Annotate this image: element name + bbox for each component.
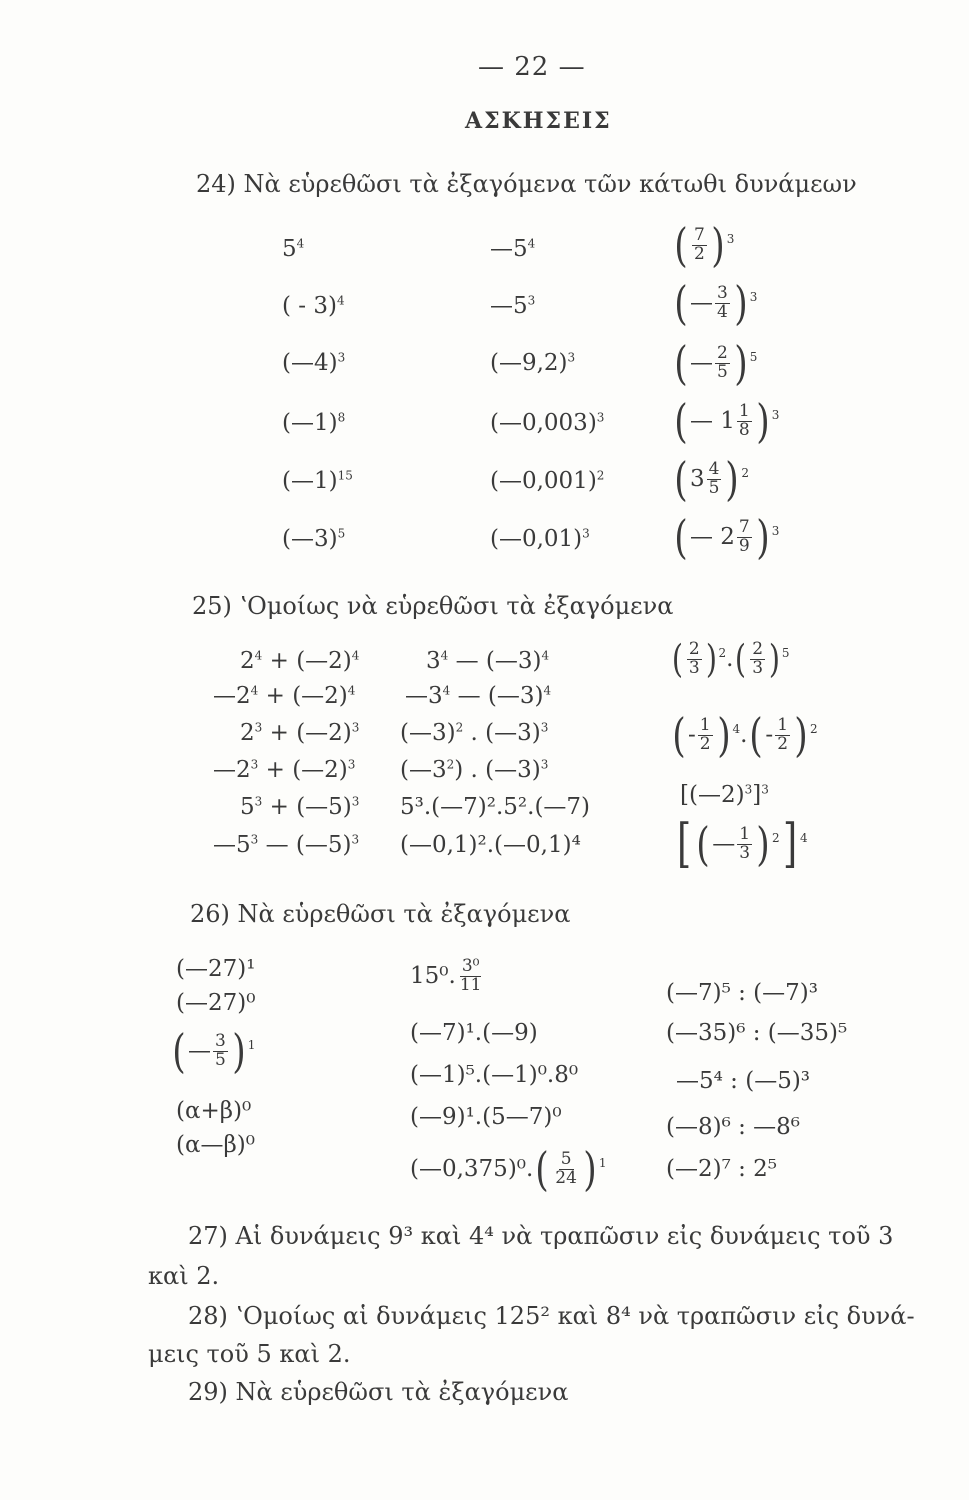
ex25-item: 5³.(—7)².5².(—7) — [400, 794, 591, 820]
ex26-item: (—7)¹.(—9) — [410, 1020, 538, 1046]
ex25-item: $3^4$ — (—3)$^4$ — [426, 648, 550, 674]
ex25-item: $—2^4$ + (—2)$^4$ — [213, 683, 356, 709]
ex26-item: (—0,375)⁰. ( 5 24 ) 1 — [410, 1142, 607, 1196]
ex24-item: $—5^4$ — [490, 236, 536, 262]
ex26-item: (—2)⁷ : 2⁵ — [666, 1156, 778, 1182]
ex24-fraction-power: ( 3 4 5 ) 2 — [674, 452, 750, 506]
ex24-fraction-power: ( — 3 4 ) 3 — [674, 276, 758, 330]
section-heading: ΑΣΚΗΣΕΙΣ — [465, 108, 612, 134]
ex24-item: (—0,003)$^3$ — [490, 410, 605, 436]
ex25-nested-power: [ ( — 1 3 ) 2 ] 4 — [677, 814, 808, 874]
ex26-item: (—9)¹.(5—7)⁰ — [410, 1104, 562, 1130]
ex24-fraction-power: ( — 1 1 8 ) 3 — [674, 394, 780, 448]
ex26-item: (—7)⁵ : (—7)³ — [666, 980, 818, 1006]
exercise-28-line1: 28) ʽΟμοίως αἱ δυνάμεις 125² καὶ 8⁴ νὰ τραπῶσιν εἰς δυνά- — [188, 1302, 915, 1330]
ex24-item: (—9,2)$^3$ — [490, 350, 576, 376]
ex26-item: (α+β)⁰ — [176, 1098, 252, 1124]
ex25-item: $—3^4$ — (—3)$^4$ — [405, 683, 552, 709]
page-number: — 22 — — [478, 52, 586, 82]
ex25-item: $2^3$ + (—2)$^3$ — [240, 720, 360, 746]
ex25-item: (—0,1)².(—0,1)⁴ — [400, 832, 581, 858]
ex24-item: (—4)$^3$ — [282, 350, 346, 376]
ex24-item: (—1)$^{15}$ — [282, 468, 353, 494]
ex25-item: $—5^3$ — (—5)$^3$ — [213, 832, 360, 858]
ex26-item: 15⁰. 3⁰ 11 — [410, 956, 482, 995]
ex24-item: (—0,001)$^2$ — [490, 468, 605, 494]
ex24-fraction-power: ( — 2 5 ) 5 — [674, 336, 758, 390]
ex25-fraction-product: ( - 1 2 ) 4 . ( - 1 2 ) 2 — [672, 708, 818, 762]
ex26-item: (—1)⁵.(—1)⁰.8⁰ — [410, 1062, 579, 1088]
exercise-26-prompt: 26) Νὰ εὑρεθῶσι τὰ ἐξαγόμενα — [190, 900, 571, 928]
ex26-item: (—35)⁶ : (—35)⁵ — [666, 1020, 848, 1046]
ex26-item: —5⁴ : (—5)³ — [676, 1068, 811, 1094]
ex24-item: ( - 3)$^4$ — [282, 293, 345, 319]
ex25-item: $5^3$ + (—5)$^3$ — [240, 794, 360, 820]
exercise-27-line2: καὶ 2. — [148, 1262, 220, 1290]
ex26-item: (α—β)⁰ — [176, 1132, 255, 1158]
exercise-25-prompt: 25) ʽΟμοίως νὰ εὑρεθῶσι τὰ ἐξαγόμενα — [192, 592, 674, 620]
ex24-fraction-power: ( — 2 7 9 ) 3 — [674, 510, 780, 564]
exercise-24-prompt: 24) Νὰ εὑρεθῶσι τὰ ἐξαγόμενα τῶν κάτωθι δυνάμεων — [196, 170, 857, 198]
exercise-29-line1: 29) Νὰ εὑρεθῶσι τὰ ἐξαγόμενα — [188, 1378, 569, 1406]
exercise-27-line1: 27) Αἱ δυνάμεις 9³ καὶ 4⁴ νὰ τραπῶσιν εἰς δυνάμεις τοῦ 3 — [188, 1222, 894, 1250]
ex26-item: (—8)⁶ : —8⁶ — [666, 1114, 801, 1140]
ex25-item: (—3)$^2$ . (—3)$^3$ — [400, 720, 549, 746]
ex25-item: $2^4$ + (—2)$^4$ — [240, 648, 360, 674]
ex25-fraction-product: ( 2 3 ) 2 . ( 2 3 ) 5 — [671, 637, 790, 681]
exercise-28-line2: μεις τοῦ 5 καὶ 2. — [148, 1340, 351, 1368]
ex24-item: (—3)$^5$ — [282, 526, 346, 552]
ex25-bracket-power: [(—2)$^3$]$^3$ — [680, 782, 769, 808]
ex24-item: (—0,01)$^3$ — [490, 526, 590, 552]
ex24-fraction-power: ( 7 2 ) 3 — [674, 218, 735, 272]
ex26-item: (—27)⁰ — [176, 990, 256, 1016]
ex24-item: $5^4$ — [282, 236, 305, 262]
ex24-item: (—1)$^8$ — [282, 410, 346, 436]
ex26-item: (—27)¹ — [176, 956, 256, 982]
ex26-fraction-power: ( — 3 5 ) 1 — [172, 1024, 256, 1078]
ex25-item: $(—3^2)$ . (—3)$^3$ — [400, 757, 549, 783]
ex25-item: $—2^3$ + (—2)$^3$ — [213, 757, 356, 783]
ex24-item: $—5^3$ — [490, 293, 536, 319]
